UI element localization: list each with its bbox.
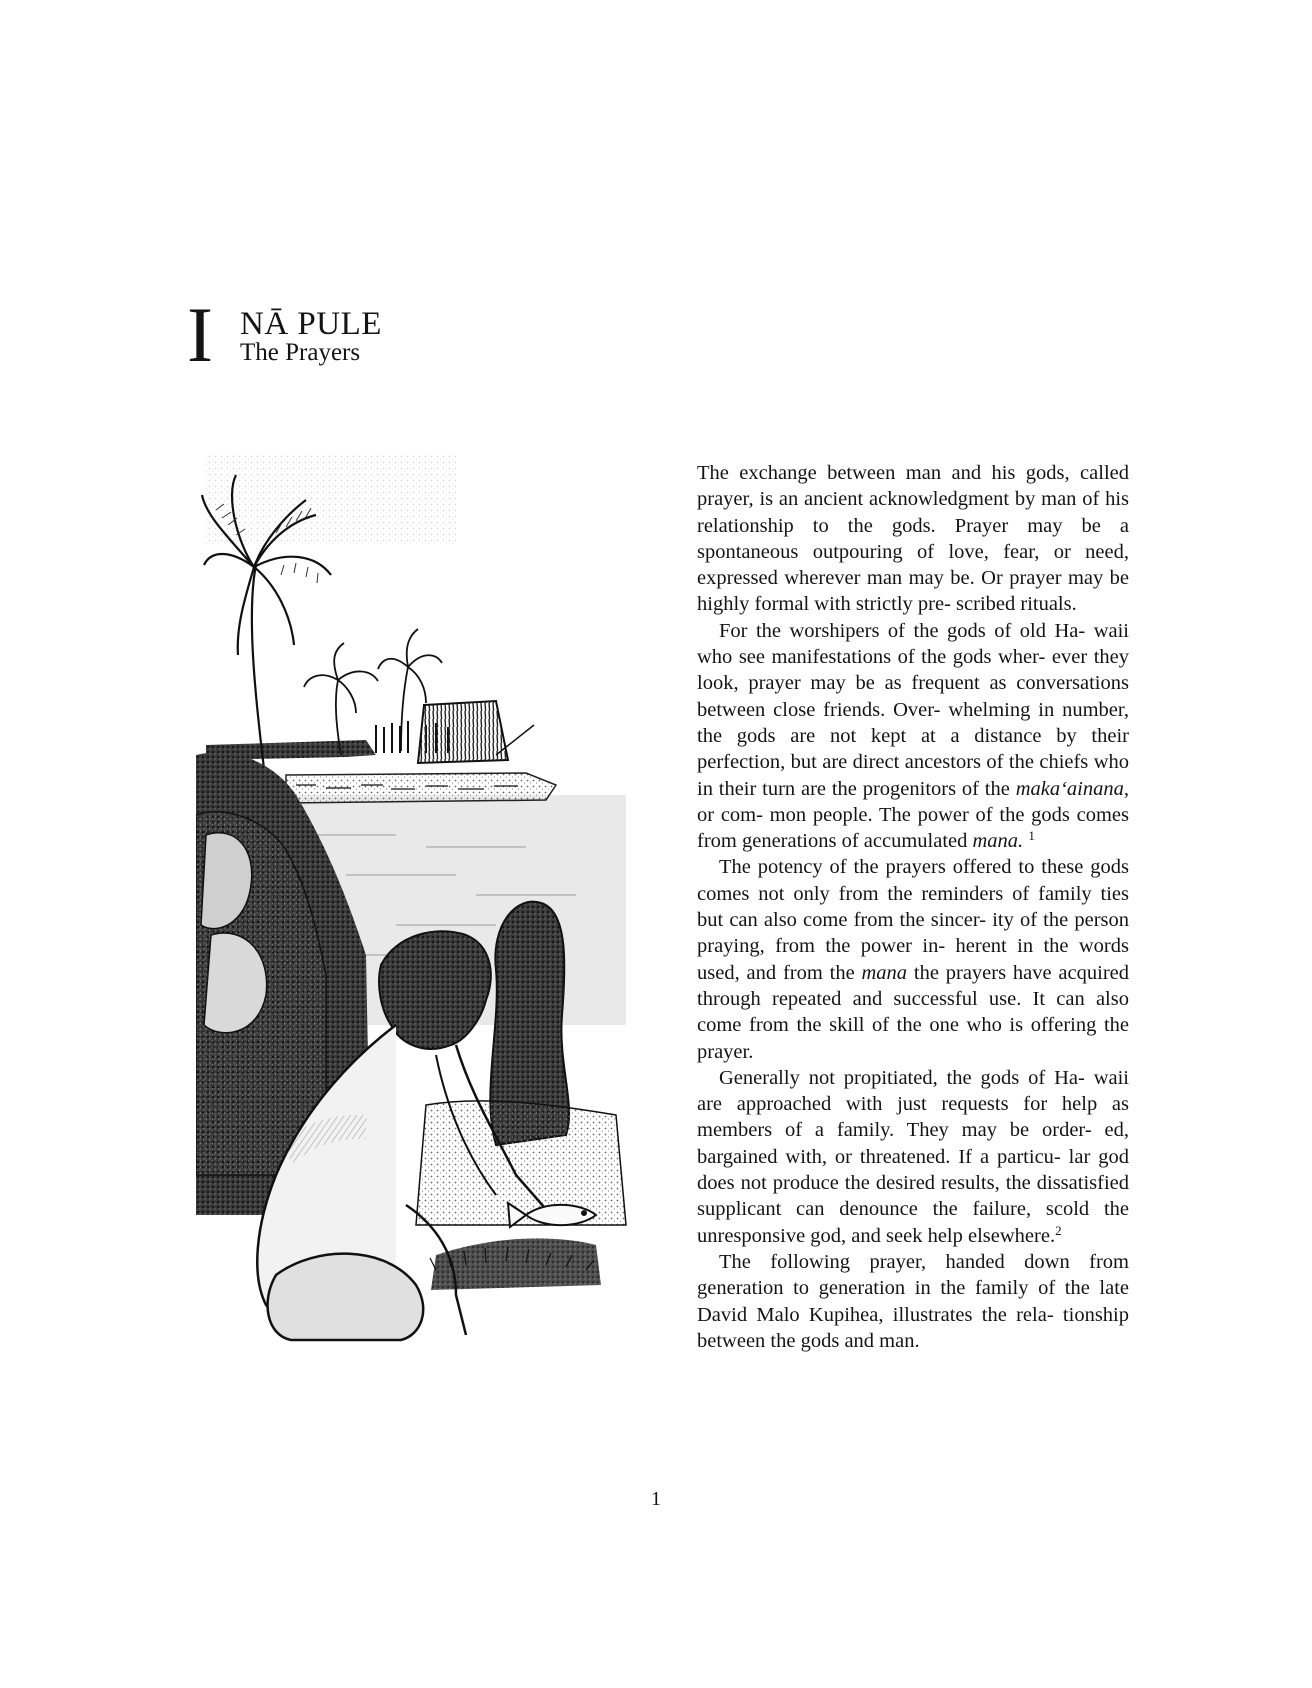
text-run: or com- mon people. The power of the gods comes from generations of accumulated xyxy=(697,803,1129,853)
paragraph xyxy=(697,854,1129,1064)
text-run: The following prayer, handed down from generation to generation in the family of the late David Malo Kupihea, illustrates the rela- tionship between the gods and man. xyxy=(697,1250,1129,1352)
paragraph xyxy=(697,1249,1129,1354)
text-run: Generally not propitiated, the gods of Ha- waii are approached with just requests for help as members of a family. They may be order- ed, bargained with, or threatened. If a particu- lar god does not produce the desired results, the dissatisfied supplicant can denounce the failure, scold the unresponsive god, and seek help elsewhere. xyxy=(697,1066,1129,1247)
footnote-ref: 2 xyxy=(1055,1222,1062,1238)
body-text xyxy=(697,460,1129,1354)
chapter-subtitle: The Prayers xyxy=(240,339,361,366)
shoreline-illustration xyxy=(196,455,660,1405)
italic-term: mana xyxy=(861,961,908,984)
paragraph xyxy=(697,618,1129,855)
text-run: The potency of the prayers offered to these gods comes not only from the reminders of family ties but can also come from the sincer- ity of the person praying, from the power in- herent in the words used, and from the xyxy=(697,856,1129,984)
chapter-number: I xyxy=(187,291,213,378)
italic-term: mana. xyxy=(972,830,1024,853)
chapter-title: NĀ PULE xyxy=(240,306,382,342)
paragraph xyxy=(697,1065,1129,1249)
text-run: The exchange between man and his gods, called prayer, is an ancient acknowledgment by man of his relationship to the gods. Prayer may be a spontaneous outpouring of love, fear, or need, expressed wherever man may be. Or prayer may be highly formal with strictly pre- scribed rituals. xyxy=(697,462,1129,616)
page-number: 1 xyxy=(651,1488,661,1510)
footnote-ref: 1 xyxy=(1028,828,1035,844)
text-run: the prayers have acquired through repeated and successful use. It can also come from the skill of the one who is offering the prayer. xyxy=(697,961,1129,1063)
text-run: For the worshipers of the gods of old Ha- waii who see manifestations of the gods wher- ever they look, prayer may be as frequent as conversations between close friends. Over- whelming in number, the gods are not kept at a distance by their perfection, but are direct ancestors of the chiefs who in their turn are the progenitors of the xyxy=(697,619,1129,800)
italic-term: maka‘ainana, xyxy=(1015,777,1129,800)
paragraph xyxy=(697,460,1129,618)
